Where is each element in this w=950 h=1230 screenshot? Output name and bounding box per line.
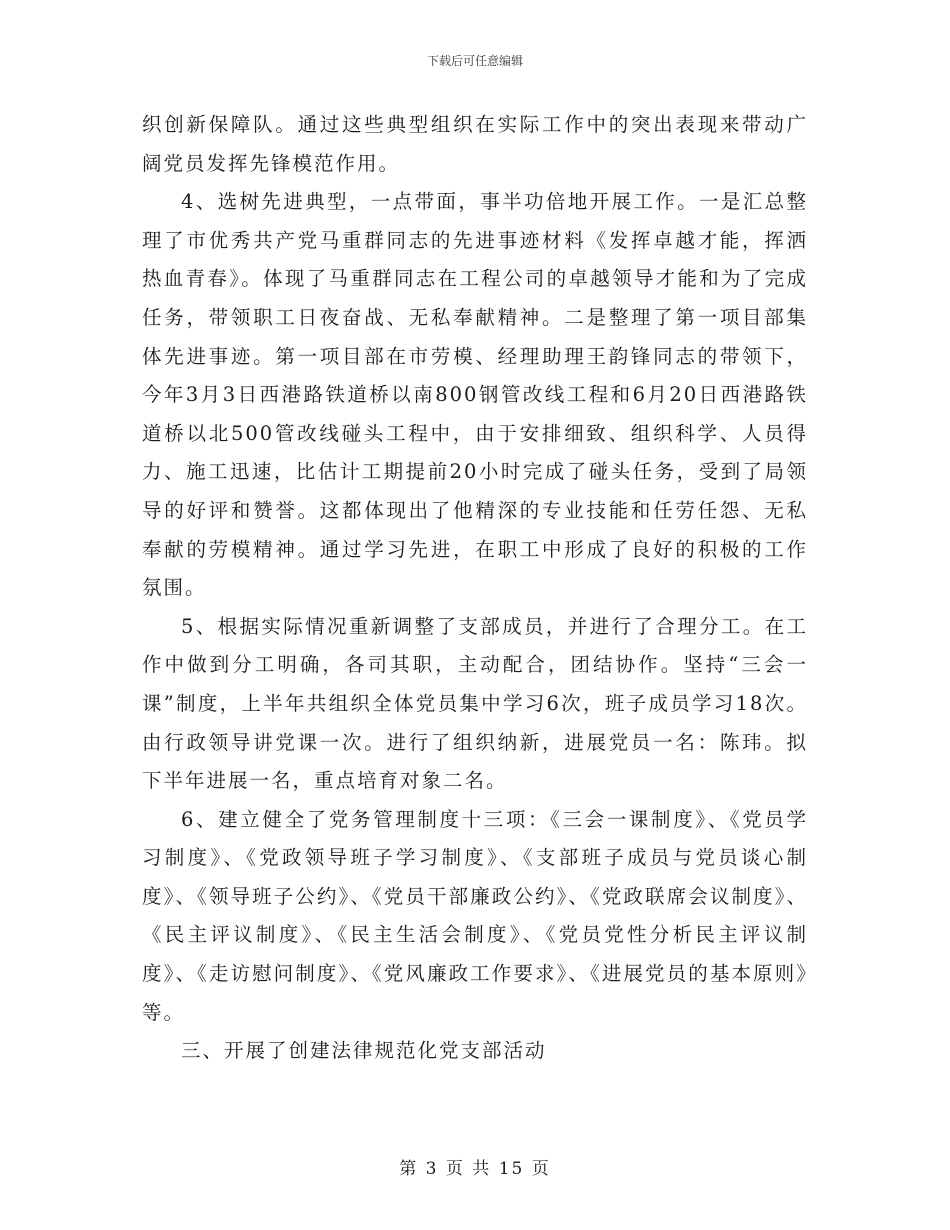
section-heading-3: 三、开展了创建法律规范化党支部活动: [181, 1039, 547, 1063]
footer-total-pages: 15: [498, 1159, 525, 1179]
footer-prefix: 第: [399, 1159, 419, 1179]
document-body: [142, 106, 808, 1071]
footer-middle: 页 共: [445, 1159, 492, 1179]
footer-suffix: 页: [531, 1159, 551, 1179]
page-footer: [0, 1154, 950, 1179]
paragraph-item-6: 6、建立健全了党务管理制度十三项：《三会一课制度》、《党员学习制度》、《党政领导班子学习制度》、《支部班子成员与党员谈心制度》、《领导班子公约》、《党员干部廉政公约》、《党政联席会议制度》、《民主评议制度》、《民主生活会制度》、《党员党性分析民主评议制度》、《走访慰问制度》、《党风廉政工作要求》、《进展党员的基本原则》等。: [142, 807, 808, 1024]
paragraph-item-5: 5、根据实际情况重新调整了支部成员，并进行了合理分工。在工作中做到分工明确，各司其职，主动配合，团结协作。坚持“三会一课”制度，上半年共组织全体党员集中学习6次，班子成员学习18次。由行政领导讲党课一次。进行了组织纳新，进展党员一名：陈玮。拟下半年进展一名，重点培育对象二名。: [142, 614, 808, 793]
paragraph-continuation: 织创新保障队。通过这些典型组织在实际工作中的突出表现来带动广阔党员发挥先锋模范作用。: [142, 113, 808, 175]
paragraph-item-4: 4、选树先进典型，一点带面，事半功倍地开展工作。一是汇总整理了市优秀共产党马重群同志的先进事迹材料《发挥卓越才能，挥洒热血青春》。体现了马重群同志在工程公司的卓越领导才能和为了完成任务，带领职工日夜奋战、无私奉献精神。二是整理了第一项目部集体先进事迹。第一项目部在市劳模、经理助理王韵锋同志的带领下，今年3月3日西港路铁道桥以南800钢管改线工程和6月20日西港路铁道桥以北500管改线碰头工程中，由于安排细致、组织科学、人员得力、施工迅速，比估计工期提前20小时完成了碰头任务，受到了局领导的好评和赞誉。这都体现出了他精深的专业技能和任劳任怨、无私奉献的劳模精神。通过学习先进，在职工中形成了良好的积极的工作氛围。: [142, 190, 808, 600]
footer-current-page: 3: [425, 1159, 439, 1179]
page-header: 下载后可任意编辑: [426, 54, 523, 68]
